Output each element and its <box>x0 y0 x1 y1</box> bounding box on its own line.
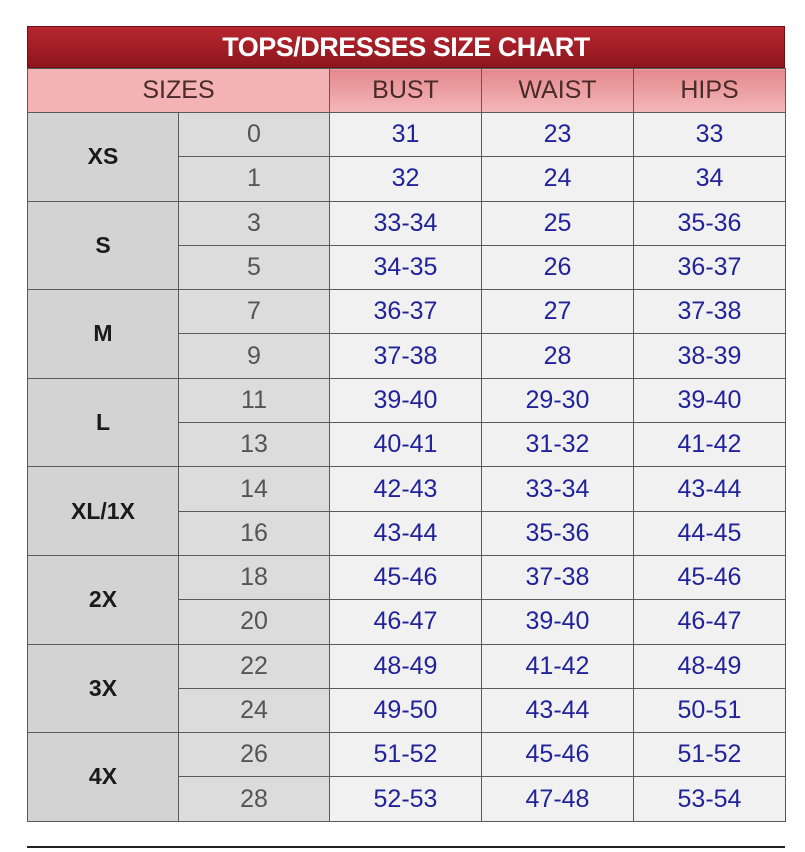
size-table-body <box>28 113 786 822</box>
bust-cell: 52-53 <box>330 777 482 821</box>
bust-cell: 36-37 <box>330 290 482 334</box>
size-group-label: 4X <box>28 733 179 822</box>
size-group-label: 3X <box>28 644 179 733</box>
size-table <box>27 68 786 822</box>
hips-cell: 33 <box>634 113 786 157</box>
table-row <box>28 467 786 511</box>
waist-cell: 28 <box>482 334 634 378</box>
table-row <box>28 733 786 777</box>
hips-cell: 46-47 <box>634 600 786 644</box>
hips-cell: 44-45 <box>634 511 786 555</box>
bust-cell: 34-35 <box>330 245 482 289</box>
size-number-cell: 24 <box>179 688 330 732</box>
hips-cell: 45-46 <box>634 555 786 599</box>
waist-cell: 27 <box>482 290 634 334</box>
hips-cell: 43-44 <box>634 467 786 511</box>
hips-cell: 41-42 <box>634 423 786 467</box>
waist-cell: 26 <box>482 245 634 289</box>
sizes-header: SIZES <box>28 69 330 113</box>
hips-cell: 39-40 <box>634 378 786 422</box>
size-number-cell: 28 <box>179 777 330 821</box>
bust-cell: 40-41 <box>330 423 482 467</box>
waist-cell: 33-34 <box>482 467 634 511</box>
size-number-cell: 20 <box>179 600 330 644</box>
size-group-label: XL/1X <box>28 467 179 556</box>
waist-cell: 43-44 <box>482 688 634 732</box>
size-number-cell: 14 <box>179 467 330 511</box>
waist-cell: 39-40 <box>482 600 634 644</box>
bust-header: BUST <box>330 69 482 113</box>
size-number-cell: 26 <box>179 733 330 777</box>
bust-cell: 39-40 <box>330 378 482 422</box>
size-number-cell: 22 <box>179 644 330 688</box>
waist-cell: 41-42 <box>482 644 634 688</box>
waist-cell: 37-38 <box>482 555 634 599</box>
waist-cell: 25 <box>482 201 634 245</box>
waist-cell: 23 <box>482 113 634 157</box>
size-group-label: XS <box>28 113 179 202</box>
table-row <box>28 201 786 245</box>
size-group-label: 2X <box>28 555 179 644</box>
waist-cell: 47-48 <box>482 777 634 821</box>
size-number-cell: 18 <box>179 555 330 599</box>
size-chart <box>27 26 785 822</box>
table-row <box>28 644 786 688</box>
size-number-cell: 11 <box>179 378 330 422</box>
size-number-cell: 7 <box>179 290 330 334</box>
size-number-cell: 13 <box>179 423 330 467</box>
waist-cell: 29-30 <box>482 378 634 422</box>
waist-cell: 35-36 <box>482 511 634 555</box>
bust-cell: 43-44 <box>330 511 482 555</box>
hips-cell: 36-37 <box>634 245 786 289</box>
bust-cell: 45-46 <box>330 555 482 599</box>
size-number-cell: 3 <box>179 201 330 245</box>
bust-cell: 46-47 <box>330 600 482 644</box>
hips-cell: 51-52 <box>634 733 786 777</box>
hips-cell: 50-51 <box>634 688 786 732</box>
header-row <box>28 69 786 113</box>
bottom-divider <box>27 846 785 848</box>
bust-cell: 33-34 <box>330 201 482 245</box>
bust-cell: 42-43 <box>330 467 482 511</box>
table-row <box>28 113 786 157</box>
bust-cell: 48-49 <box>330 644 482 688</box>
hips-cell: 53-54 <box>634 777 786 821</box>
hips-cell: 37-38 <box>634 290 786 334</box>
size-group-label: S <box>28 201 179 290</box>
hips-cell: 35-36 <box>634 201 786 245</box>
bust-cell: 37-38 <box>330 334 482 378</box>
size-group-label: M <box>28 290 179 379</box>
hips-header: HIPS <box>634 69 786 113</box>
table-row <box>28 290 786 334</box>
waist-cell: 31-32 <box>482 423 634 467</box>
size-group-label: L <box>28 378 179 467</box>
size-number-cell: 5 <box>179 245 330 289</box>
size-number-cell: 16 <box>179 511 330 555</box>
table-row <box>28 555 786 599</box>
bust-cell: 32 <box>330 157 482 201</box>
table-row <box>28 378 786 422</box>
size-number-cell: 9 <box>179 334 330 378</box>
bust-cell: 31 <box>330 113 482 157</box>
waist-cell: 45-46 <box>482 733 634 777</box>
bust-cell: 51-52 <box>330 733 482 777</box>
hips-cell: 38-39 <box>634 334 786 378</box>
waist-header: WAIST <box>482 69 634 113</box>
size-number-cell: 0 <box>179 113 330 157</box>
hips-cell: 34 <box>634 157 786 201</box>
size-number-cell: 1 <box>179 157 330 201</box>
waist-cell: 24 <box>482 157 634 201</box>
bust-cell: 49-50 <box>330 688 482 732</box>
chart-title: TOPS/DRESSES SIZE CHART <box>27 26 785 68</box>
hips-cell: 48-49 <box>634 644 786 688</box>
